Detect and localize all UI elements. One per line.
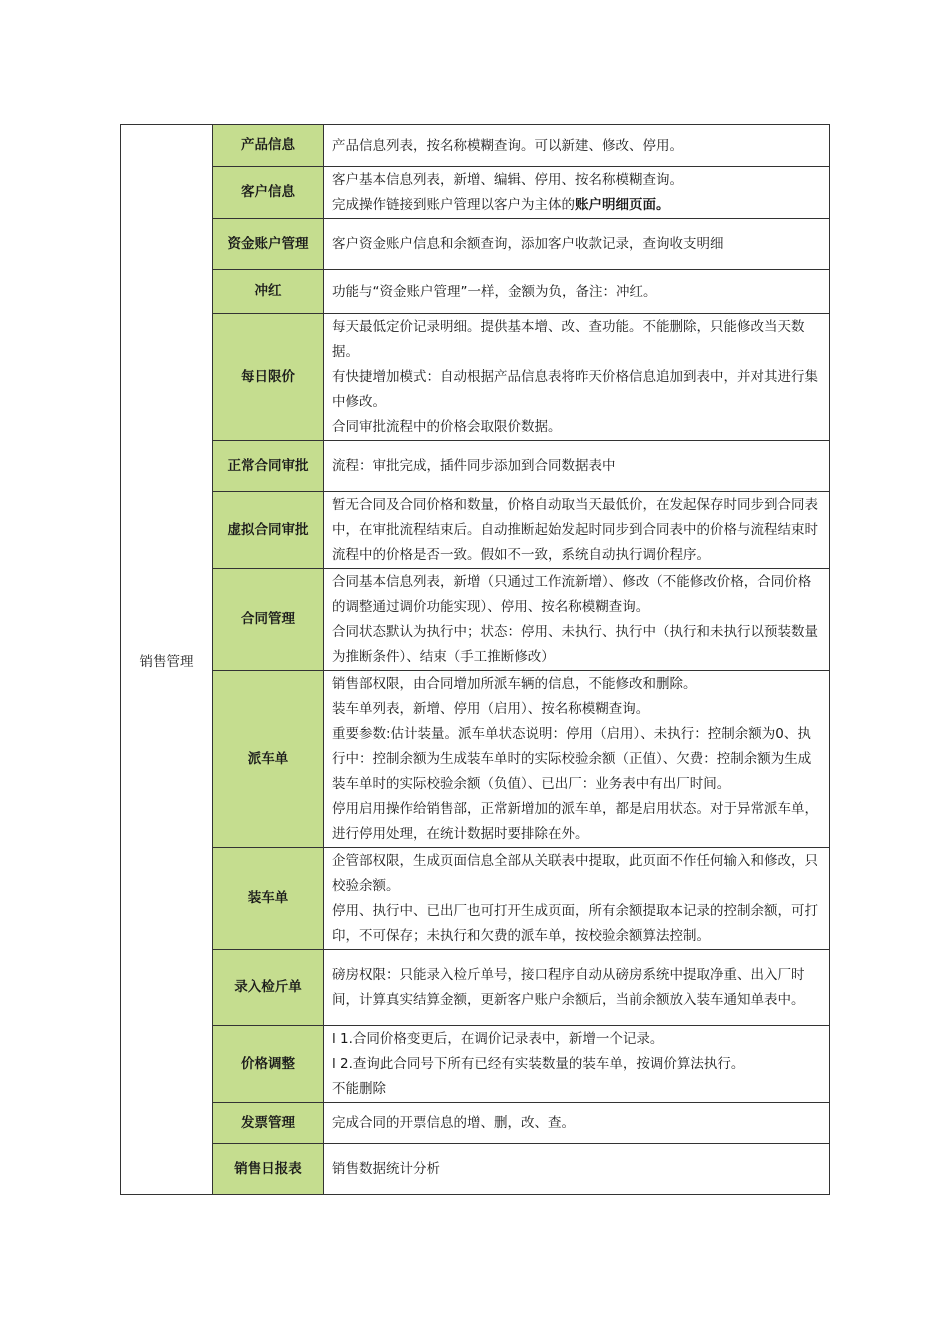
- table-row: [121, 1026, 830, 1103]
- feature-description-cell: [324, 219, 830, 270]
- feature-description-cell: [324, 1026, 830, 1103]
- description-line: 不能删除: [332, 1081, 386, 1097]
- feature-description-cell: [324, 848, 830, 950]
- table-row: [121, 167, 830, 219]
- feature-name-cell: 发票管理: [213, 1103, 324, 1144]
- description-line: 合同基本信息列表，新增（只通过工作流新增）、修改（不能修改价格，合同价格的调整通过调价功能实现）、停用、按名称模糊查询。: [332, 574, 812, 615]
- feature-description-cell: [324, 314, 830, 441]
- bold-emphasis-text: 账户明细页面。: [575, 197, 670, 213]
- feature-name-cell: 销售日报表: [213, 1144, 324, 1195]
- table-row: [121, 1144, 830, 1195]
- description-line: 有快捷增加模式：自动根据产品信息表将昨天价格信息追加到表中，并对其进行集中修改。: [332, 369, 818, 410]
- table-row: [121, 270, 830, 314]
- feature-description-cell: [324, 671, 830, 848]
- sales-module-spec-table: [120, 124, 830, 1195]
- feature-description-cell: [324, 950, 830, 1026]
- feature-name-cell: 正常合同审批: [213, 441, 324, 492]
- feature-name-cell: 派车单: [213, 671, 324, 848]
- table-row: [121, 441, 830, 492]
- feature-description-cell: [324, 569, 830, 671]
- description-line: 停用、执行中、已出厂也可打开生成页面，所有余额提取本记录的控制余额，可打印，不可保存；未执行和欠费的派车单，按校验余额算法控制。: [332, 903, 818, 944]
- description-line: 功能与“资金账户管理”一样，金额为负，备注：冲红。: [332, 283, 657, 300]
- table-row: [121, 1103, 830, 1144]
- description-line: 装车单列表，新增、停用（启用）、按名称模糊查询。: [332, 701, 650, 717]
- description-line: 销售部权限，由合同增加所派车辆的信息，不能修改和删除。: [332, 676, 697, 692]
- feature-name-cell: 装车单: [213, 848, 324, 950]
- description-line: 客户资金账户信息和余额查询，添加客户收款记录，查询收支明细: [332, 236, 724, 252]
- description-line: 产品信息列表，按名称模糊查询。可以新建、修改、停用。: [332, 137, 683, 154]
- table-row: [121, 848, 830, 950]
- description-line: [332, 193, 821, 218]
- feature-name-cell: 价格调整: [213, 1026, 324, 1103]
- description-line: 合同审批流程中的价格会取限价数据。: [332, 419, 562, 435]
- feature-name-cell: 每日限价: [213, 314, 324, 441]
- feature-name-cell: 产品信息: [213, 125, 324, 167]
- table-row: [121, 569, 830, 671]
- table-row: [121, 125, 830, 167]
- description-text: 完成操作链接到账户管理以客户为主体的: [332, 197, 575, 213]
- description-line: 企管部权限，生成页面信息全部从关联表中提取，此页面不作任何输入和修改，只校验余额。: [332, 853, 818, 894]
- feature-name-cell: 资金账户管理: [213, 219, 324, 270]
- description-line: l 1.合同价格变更后，在调价记录表中，新增一个记录。: [332, 1031, 664, 1047]
- table-row: [121, 314, 830, 441]
- table-row: [121, 492, 830, 569]
- feature-name-cell: 合同管理: [213, 569, 324, 671]
- feature-description-cell: [324, 125, 830, 167]
- feature-description-cell: [324, 1144, 830, 1195]
- description-line: 合同状态默认为执行中；状态：停用、未执行、执行中（执行和未执行以预装数量为推断条件）、结束（手工推断修改）: [332, 624, 818, 665]
- feature-description-cell: [324, 167, 830, 219]
- feature-name-cell: 虚拟合同审批: [213, 492, 324, 569]
- description-line: 完成合同的开票信息的增、删，改、查。: [332, 1115, 575, 1131]
- table-row: [121, 671, 830, 848]
- description-line: 每天最低定价记录明细。提供基本增、改、查功能。不能删除，只能修改当天数据。: [332, 319, 805, 360]
- feature-name-cell: 客户信息: [213, 167, 324, 219]
- table-row: [121, 950, 830, 1026]
- description-line: 客户基本信息列表，新增、编辑、停用、按名称模糊查询。: [332, 172, 683, 188]
- module-name-cell: 销售管理: [121, 125, 213, 1195]
- feature-description-cell: [324, 1103, 830, 1144]
- feature-description-cell: [324, 441, 830, 492]
- description-line: 流程：审批完成，插件同步添加到合同数据表中: [332, 458, 616, 474]
- feature-name-cell: 录入检斤单: [213, 950, 324, 1026]
- feature-name-cell: 冲红: [213, 270, 324, 314]
- description-line: l 2.查询此合同号下所有已经有实装数量的装车单，按调价算法执行。: [332, 1056, 745, 1072]
- description-line: 暂无合同及合同价格和数量，价格自动取当天最低价，在发起保存时同步到合同表中，在审批流程结束后。自动推断起始发起时同步到合同表中的价格与流程结束时流程中的价格是否一致。假如不一致，系统自动执行调价程序。: [332, 497, 818, 563]
- feature-description-cell: [324, 492, 830, 569]
- description-line: 停用启用操作给销售部，正常新增加的派车单，都是启用状态。对于异常派车单，进行停用处理，在统计数据时要排除在外。: [332, 801, 818, 842]
- feature-description-cell: [324, 270, 830, 314]
- description-line: 重要参数:估计装量。派车单状态说明：停用（启用）、未执行：控制余额为0、执行中：控制余额为生成装车单时的实际校验余额（正值）、欠费：控制余额为生成装车单时的实际校验余额（负值）、已出厂：业务表中有出厂时间。: [332, 726, 812, 792]
- table-row: [121, 219, 830, 270]
- description-line: 销售数据统计分析: [332, 1161, 440, 1177]
- description-line: 磅房权限：只能录入检斤单号，接口程序自动从磅房系统中提取净重、出入厂时间，计算真实结算金额，更新客户账户余额后，当前余额放入装车通知单表中。: [332, 967, 805, 1008]
